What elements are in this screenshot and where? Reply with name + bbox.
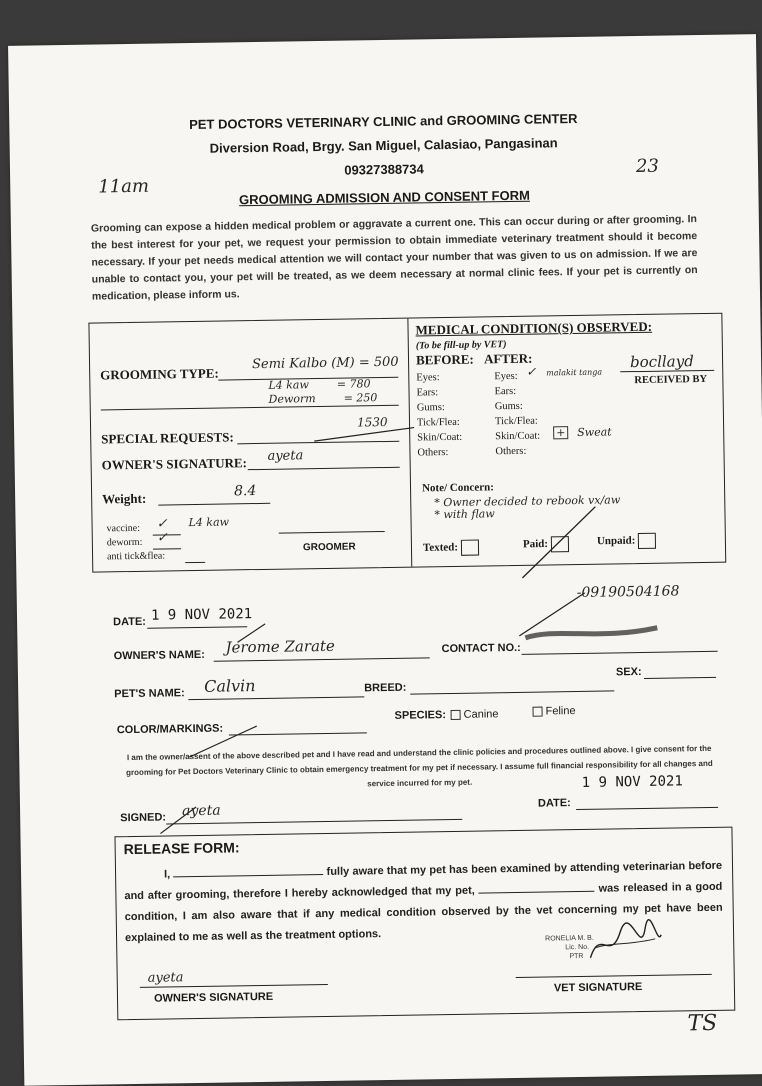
consent-paragraph: I am the owner/assent of the above described pet and I have read and understand the clinic policies and procedures outlined above. I give consent for the grooming for Pet Doctors Veterinary Clinic to obtain emergency treatment for my pet if necessary. I assume full financial responsibility for all changes and service incurred for my pet. xyxy=(126,743,713,789)
clinic-phone: 09327388734 xyxy=(344,161,424,178)
before-ears: Ears: xyxy=(416,387,439,399)
before-label: BEFORE: xyxy=(415,351,474,368)
owner-name-value: Jerome Zarate xyxy=(225,636,335,657)
note-line1: * Owner decided to rebook vx/aw xyxy=(434,493,621,510)
after-skin: Skin/Coat: xyxy=(495,430,541,443)
grooming-type-value: Semi Kalbo (M) = 500 xyxy=(251,354,399,373)
note-line2: * with flaw xyxy=(434,507,495,522)
paid-label: Paid: xyxy=(522,537,549,551)
skin-after-note: Sweat xyxy=(577,425,612,439)
eyes-after-note: malakit tanga xyxy=(546,367,603,378)
color-markings-label: COLOR/MARKINGS: xyxy=(116,722,224,737)
texted-label: Texted: xyxy=(422,541,459,554)
medical-title: MEDICAL CONDITION(S) OBSERVED: xyxy=(415,318,653,338)
groomer-label: GROOMER xyxy=(302,541,356,554)
pet-name-value: Calvin xyxy=(203,676,256,696)
corner-initials: TS xyxy=(687,1010,718,1037)
after-others: Others: xyxy=(495,445,527,458)
vet-stamp-lic: Lic. No. xyxy=(565,943,590,952)
deworm-mark: ✓ xyxy=(156,530,168,546)
release-text-b: fully aware that my pet has been examined by attending veterinarian before and after grooming, therefore I hereby acknowledged that my pet, xyxy=(124,859,723,903)
form-sheet xyxy=(8,34,762,1086)
owner-name-label: OWNER'S NAME: xyxy=(113,648,205,663)
antitick-label: anti tick&flea: xyxy=(106,550,166,563)
vaccine-note: L4 kaw xyxy=(188,515,230,530)
before-eyes: Eyes: xyxy=(416,372,440,384)
special-requests-label: SPECIAL REQUESTS: xyxy=(101,429,234,447)
grooming-line3: Deworm = 250 xyxy=(268,391,378,406)
release-title: RELEASE FORM: xyxy=(123,839,240,858)
handwritten-strokes xyxy=(8,34,762,1086)
before-skin: Skin/Coat: xyxy=(417,431,463,444)
release-owner-signature-value: ayeta xyxy=(147,970,184,986)
grooming-type-label: GROOMING TYPE: xyxy=(100,365,219,383)
skin-after-mark: + xyxy=(553,426,568,439)
signed-label: SIGNED: xyxy=(120,811,167,825)
handwritten-time: 11am xyxy=(98,175,150,198)
vaccine-mark: ✓ xyxy=(156,516,168,532)
after-tick: Tick/Flea: xyxy=(494,415,538,428)
weight-value: 8.4 xyxy=(233,483,257,500)
unpaid-label: Unpaid: xyxy=(596,534,636,548)
contact-phone-value: -09190504168 xyxy=(576,583,680,602)
after-gums: Gums: xyxy=(494,400,523,413)
received-by-label: RECEIVED BY xyxy=(634,373,708,387)
before-gums: Gums: xyxy=(416,402,445,414)
date2-stamp: 1 9 NOV 2021 xyxy=(581,773,683,791)
pet-name-label: PET'S NAME: xyxy=(114,687,185,701)
breed-label: BREED: xyxy=(364,681,407,695)
after-ears: Ears: xyxy=(494,385,517,398)
release-text-c: was released in a good condition, I am also aware that if any medical condition observed by the vet concerning my pet have been explained to me as well as the treatment options. xyxy=(124,880,723,945)
release-text-a: I, xyxy=(163,868,174,881)
owner-signature-value: ayeta xyxy=(267,448,304,464)
vet-signature-label: VET SIGNATURE xyxy=(553,981,643,995)
before-tick: Tick/Flea: xyxy=(416,416,460,429)
clinic-name: PET DOCTORS VETERINARY CLINIC and GROOMING CENTER xyxy=(189,110,578,133)
feline-label: Feline xyxy=(545,705,576,718)
date2-label: DATE: xyxy=(537,797,571,810)
clinic-address: Diversion Road, Brgy. San Miguel, Calasiao, Pangasinan xyxy=(209,135,558,156)
weight-label: Weight: xyxy=(102,490,147,507)
received-by-value: bocllayd xyxy=(629,352,694,372)
contact-label: CONTACT NO.: xyxy=(441,641,521,656)
sex-label: SEX: xyxy=(615,666,642,679)
after-label: AFTER: xyxy=(483,350,533,367)
grooming-total: 1530 xyxy=(356,414,388,430)
vaccine-label: vaccine: xyxy=(106,522,141,535)
note-label: Note/ Concern: xyxy=(421,481,494,495)
release-owner-signature-label: OWNER'S SIGNATURE xyxy=(153,990,274,1005)
date-stamp: 1 9 NOV 2021 xyxy=(150,606,253,624)
form-title: GROOMING ADMISSION AND CONSENT FORM xyxy=(238,187,530,208)
signed-value: ayeta xyxy=(181,802,221,820)
owner-signature-label: OWNER'S SIGNATURE: xyxy=(101,455,248,473)
before-others: Others: xyxy=(417,447,449,459)
medical-subtitle: (To be fill-up by VET) xyxy=(415,339,507,352)
grooming-line2: L4 kaw = 780 xyxy=(268,377,371,392)
after-eyes: Eyes: xyxy=(494,370,518,383)
species-label: SPECIES: xyxy=(394,709,447,722)
intro-paragraph: Grooming can expose a hidden medical problem or aggravate a current one. This can occur during or after grooming. In the best interest for your pet, we request your permission to obtain immediate veterinary treatment should it become necessary. If your pet needs medical attention we will contact your number that was given to us on admission. If we are unable to contact you, your pet will be treated, as we deem necessary at normal clinic fees. If your pet is currently on medication, please inform us. xyxy=(90,213,698,303)
vet-stamp-name: RONELIA M. B. xyxy=(545,934,594,943)
deworm-label: deworm: xyxy=(106,536,143,549)
date-label: DATE: xyxy=(113,615,147,629)
canine-label: Canine xyxy=(463,708,499,721)
eyes-after-mark: ✓ xyxy=(526,364,537,379)
vet-stamp-ptr: PTR xyxy=(569,952,584,961)
handwritten-number: 23 xyxy=(635,155,660,178)
